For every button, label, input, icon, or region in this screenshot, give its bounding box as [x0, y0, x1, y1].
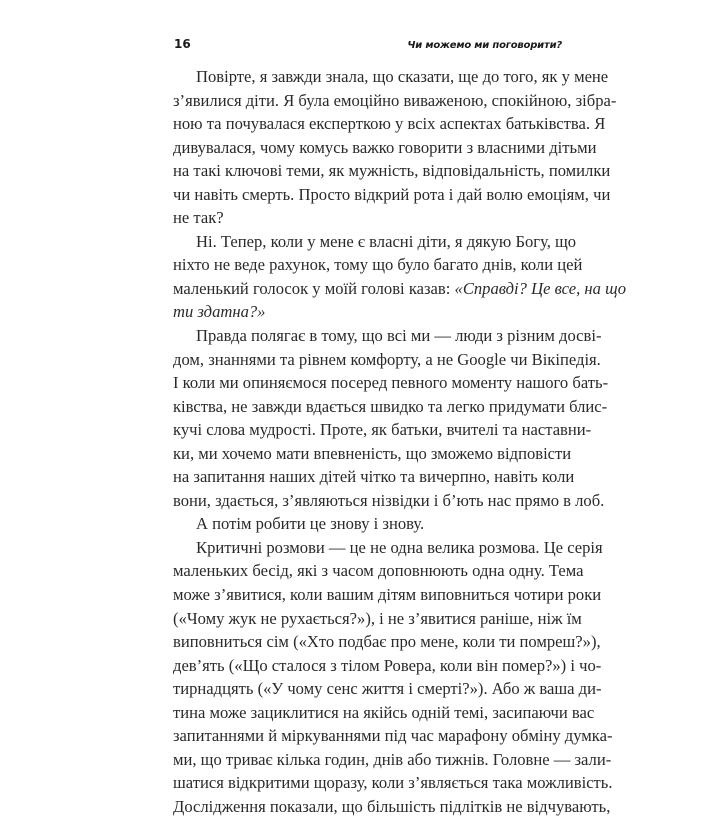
text-line: з’явилися діти. Я була емоційно виваженою, спокійною, зібра- — [173, 90, 617, 110]
text-line: чи навіть смерть. Просто відкрий рота і дай волю емоціям, чи — [173, 184, 611, 204]
text-line: дев’ять («Що сталося з тілом Ровера, коли він помер?») і чо- — [173, 655, 602, 675]
text-line: («Чому жук не рухається?»), і не з’явитися раніше, ніж їм — [173, 608, 582, 628]
text-line: ною та почувалася експерткою у всіх аспектах батьківства. Я — [173, 114, 606, 134]
text-line: А потім робити це знову і знову. — [196, 514, 425, 534]
running-title: Чи можемо ми поговорити? — [407, 40, 562, 51]
text-line: запитаннями й міркуваннями під час марафону обміну думка- — [173, 726, 613, 746]
text-line: вони, здається, з’являються нізвідки і б’ють нас прямо в лоб. — [173, 490, 605, 510]
italic-quote-end: ти здатна?» — [173, 302, 266, 322]
text-line: дом, знаннями та рівнем комфорту, а не Google чи Вікіпедія. — [173, 349, 601, 369]
page-number: 16 — [174, 37, 191, 51]
paragraph-3 — [173, 324, 609, 512]
text-line: Повірте, я завжди знала, що сказати, ще до того, як у мене — [196, 67, 609, 86]
text-line: Правда полягає в тому, що всі ми — люди з різним досві- — [196, 326, 602, 346]
text-line: ківства, не завжди вдається швидко та легко придумати блис- — [173, 396, 608, 416]
text-line: не так? — [173, 208, 224, 228]
text-line: ми, що триває кілька годин, днів або тижнів. Головне — зали- — [173, 749, 612, 769]
text-line: кучі слова мудрості. Проте, як батьки, вчителі та наставни- — [173, 420, 592, 440]
text-line: Дослідження показали, що більшість підлітків не відчувають, — [173, 796, 611, 816]
text-line-mixed — [173, 277, 627, 301]
paragraph-5 — [173, 536, 613, 819]
text-line: на такі ключові теми, як мужність, відповідальність, помилки — [173, 161, 611, 181]
text-line: І коли ми опиняємося посеред певного моменту нашого бать- — [173, 373, 609, 393]
text-line: Ні. Тепер, коли у мене є власні діти, я дякую Богу, що — [196, 231, 577, 251]
body-text — [173, 65, 627, 819]
text-line: шатися відкритими щоразу, коли з’являється така можливість. — [173, 773, 613, 793]
running-header — [174, 37, 562, 53]
paragraph-2 — [173, 230, 627, 324]
paragraph-1 — [173, 65, 617, 230]
text-line: виповниться сім («Хто подбає про мене, коли ти помреш?»), — [173, 632, 601, 652]
text-line: маленьких бесід, які з часом доповнюють одна одну. Тема — [173, 561, 584, 581]
paragraph-4 — [173, 512, 562, 536]
text-line: Критичні розмови — це не одна велика розмова. Це серія — [196, 537, 603, 557]
plain-text: маленький голосок у моїй голові казав: — [173, 278, 455, 298]
text-line: на запитання наших дітей чітко та вичерпно, навіть коли — [173, 467, 575, 487]
text-line: тирнадцять («У чому сенс життя і смерті?»). Або ж ваша ди- — [173, 679, 602, 699]
italic-quote: «Справді? Це все, на що — [454, 278, 627, 298]
text-line: може з’явитися, коли вашим дітям виповниться чотири роки — [173, 585, 602, 605]
text-line: дивувалася, чому комусь важко говорити з власними дітьми — [173, 137, 597, 157]
text-line: тина може зациклитися на якійсь одній темі, засипаючи вас — [173, 702, 595, 722]
text-line: ніхто не веде рахунок, тому що було багато днів, коли цей — [173, 255, 583, 275]
text-line: ки, ми хочемо мати впевненість, що зможемо відповісти — [173, 443, 572, 463]
